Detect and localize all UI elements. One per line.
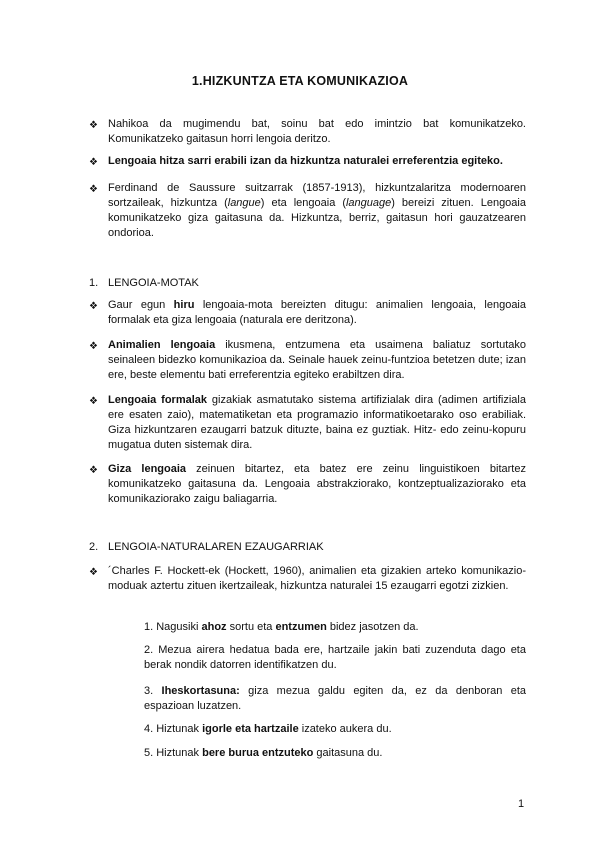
feature-list-item-2: 2. Mezua airera hedatua bada ere, hartzaile jakin bati zuzenduta dago eta berak nondik datorren identifikatzen du. xyxy=(144,644,526,671)
diamond-bullet-icon: ❖ xyxy=(89,567,98,578)
diamond-bullet-icon: ❖ xyxy=(89,120,98,131)
feature-list-item-3: 3. Iheskortasuna: giza mezua galdu egiten da, ez da denboran eta espazioan luzatzen. xyxy=(144,685,526,712)
section-2-heading: 2. LENGOIA-NATURALAREN EZAUGARRIAK xyxy=(89,541,324,553)
page-number: 1 xyxy=(518,798,525,810)
section-1-item-3: Lengoaia formalak gizakiak asmatutako sistema artifizialak dira (adimen artifiziala ere esaten zaio), matematiketan eta programazio informatikoetarako oso erabiliak. Giza hizkuntzaren ezaugarri batzuk dituzte, baina ez guztiak. Hitz- edo zeinu-kopuru mugatua duten sistemak dira. xyxy=(108,394,526,451)
feature-list-item-4: 4. Hiztunak igorle eta hartzaile izateko aukera du. xyxy=(144,723,392,735)
section-1-item-2: Animalien lengoaia ikusmena, entzumena eta usaimena baliatuz sortutako seinaleen bidezko komunikazioa da. Seinale hauek zeinu-funtzioa betetzen dute; izan ere, beste elementu bati erreferentzia egiteko erabiltzen dira. xyxy=(108,339,527,381)
diamond-bullet-icon: ❖ xyxy=(89,341,98,352)
section-2-intro: ´Charles F. Hockett-ek (Hockett, 1960), animalien eta gizakien arteko komunikazio-moduak aztertu zituen ikertzaileak, hizkuntza naturalei 15 ezaugarri egotzi zizkien. xyxy=(108,565,526,592)
diamond-bullet-icon: ❖ xyxy=(89,396,98,407)
feature-list-item-5: 5. Hiztunak bere burua entzuteko gaitasuna du. xyxy=(144,747,383,759)
intro-paragraph-3: Ferdinand de Saussure suitzarrak (1857-1913), hizkuntzalaritza modernoaren sortzaileak, hizkuntza (langue) eta lengoaia (language) bereizi zituen. Lengoaia komunikatzeko giza gaitasuna da. Hizkuntza, berriz, gaitasun hori gauzatzearen ondorioa. xyxy=(108,182,526,239)
diamond-bullet-icon: ❖ xyxy=(89,157,98,168)
diamond-bullet-icon: ❖ xyxy=(89,465,98,476)
intro-paragraph-1: Nahikoa da mugimendu bat, soinu bat edo imintzio bat komunikatzeko. Komunikatzeko gaitasun horri lengoia deritzo. xyxy=(108,118,526,145)
document-title: 1.HIZKUNTZA ETA KOMUNIKAZIOA xyxy=(191,74,409,88)
diamond-bullet-icon: ❖ xyxy=(89,301,98,312)
section-1-item-4: Giza lengoaia zeinuen bitartez, eta batez ere zeinu linguistikoen bitartez komunikatzeko gaitasuna da. Lengoaia abstrakziorako, kontzeptualizaziorako eta komunikaziorako zaigu baliagarria. xyxy=(108,463,526,505)
intro-paragraph-2: Lengoaia hitza sarri erabili izan da hizkuntza naturalei erreferentzia egiteko. xyxy=(108,155,503,167)
section-1-heading: 1. LENGOIA-MOTAK xyxy=(89,277,199,289)
section-1-item-1: Gaur egun hiru lengoaia-mota bereizten ditugu: animalien lengoaia, lengoaia formalak eta giza lengoaia (naturala ere deritzona). xyxy=(108,299,526,326)
feature-list-item-1: 1. Nagusiki ahoz sortu eta entzumen bidez jasotzen da. xyxy=(144,621,419,633)
diamond-bullet-icon: ❖ xyxy=(89,184,98,195)
